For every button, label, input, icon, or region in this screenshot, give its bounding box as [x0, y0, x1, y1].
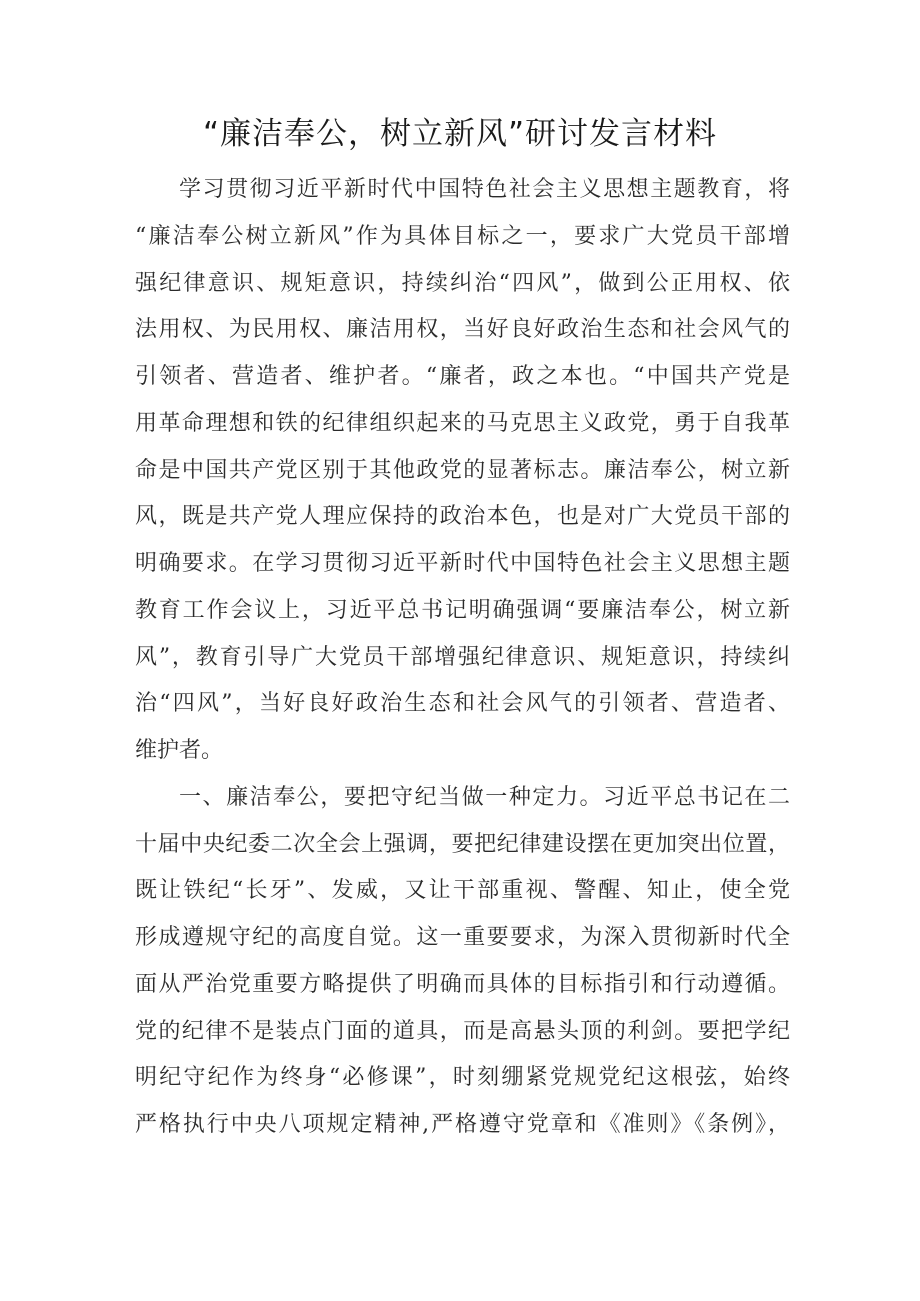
paragraph-line: 用革命理想和铁的纪律组织起来的马克思主义政党，勇于自我革	[135, 410, 790, 436]
paragraph-line: 明纪守纪作为终身“必修课”，时刻绷紧党规党纪这根弦，始终	[135, 1065, 790, 1091]
paragraph-line: 强纪律意识、规矩意识，持续纠治“四风”，做到公正用权、依	[135, 270, 790, 296]
paragraph-line: 一、廉洁奉公，要把守纪当做一种定力。习近平总书记在二	[179, 784, 790, 810]
paragraph-line: 引领者、营造者、维护者。“廉者，政之本也。“中国共产党是	[135, 364, 790, 389]
paragraph-line: 治“四风”，当好良好政治生态和社会风气的引领者、营造者、	[135, 691, 790, 717]
paragraph-line: 既让铁纪“长牙”、发威，又让干部重视、警醒、知止，使全党	[135, 878, 790, 904]
paragraph-line: 党的纪律不是装点门面的道具，而是高悬头顶的利剑。要把学纪	[135, 1018, 790, 1044]
document-body	[135, 167, 790, 1149]
paragraph-line: 明确要求。在学习贯彻习近平新时代中国特色社会主义思想主题	[135, 551, 790, 576]
paragraph-line: 维护者。	[135, 738, 224, 763]
paragraph-line: 形成遵规守纪的高度自觉。这一重要要求，为深入贯彻新时代全	[135, 925, 790, 950]
paragraph-line: 教育工作会议上，习近平总书记明确强调“要廉洁奉公，树立新	[135, 597, 790, 623]
paragraph-line: 严格执行中央八项规定精神,严格遵守党章和《准则》《条例》，	[135, 1112, 790, 1137]
paragraph-line: 面从严治党重要方略提供了明确而具体的目标指引和行动遵循。	[135, 971, 790, 997]
paragraph-line: 学习贯彻习近平新时代中国特色社会主义思想主题教育，将	[179, 177, 790, 202]
paragraph-line: 命是中国共产党区别于其他政党的显著标志。廉洁奉公，树立新	[135, 457, 790, 483]
paragraph-line: 风”，教育引导广大党员干部增强纪律意识、规矩意识，持续纠	[135, 644, 790, 670]
document-title: “廉洁奉公，树立新风”研讨发言材料	[202, 116, 718, 152]
paragraph-line: “廉洁奉公树立新风”作为具体目标之一，要求广大党员干部增	[135, 223, 790, 249]
paragraph-line: 风，既是共产党人理应保持的政治本色，也是对广大党员干部的	[135, 504, 790, 530]
paragraph-line: 法用权、为民用权、廉洁用权，当好良好政治生态和社会风气的	[135, 317, 790, 343]
paragraph-line: 十届中央纪委二次全会上强调，要把纪律建设摆在更加突出位置，	[135, 831, 790, 857]
